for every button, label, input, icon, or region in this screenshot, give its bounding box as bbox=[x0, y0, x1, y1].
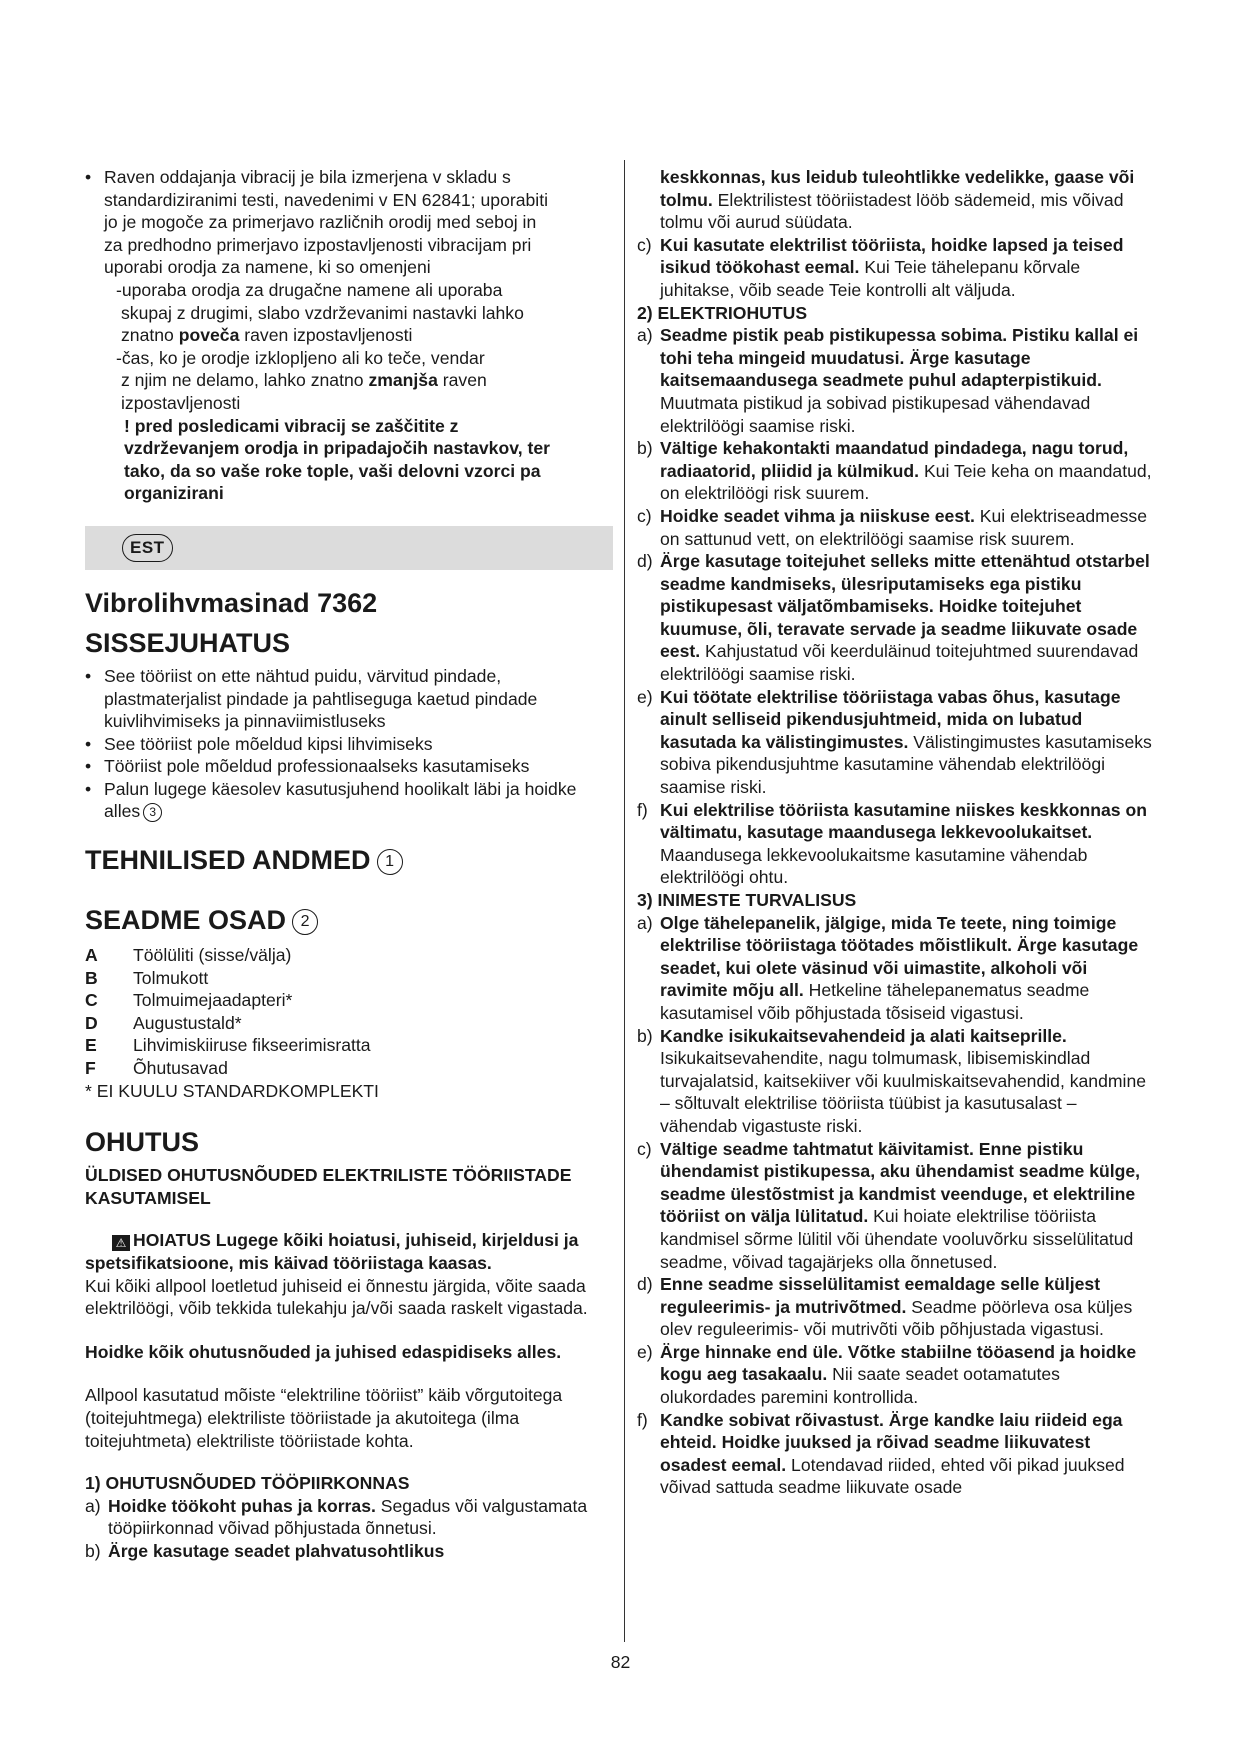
personal-item bbox=[637, 912, 1157, 1025]
electric-item bbox=[637, 437, 1157, 505]
item-bold: Olge tähelepanelik, jälgige, mida Te teete, ning toimige elektrilise tööriistaga töötades mõistlikult. Ärge kasutage seadet, kui olete väsinud või uimastite, alkoholi või ravimite mõju all. bbox=[660, 912, 1139, 1001]
heading-text: TEHNILISED ANDMED bbox=[85, 845, 371, 876]
personal-item bbox=[637, 1138, 1157, 1274]
vibration-sub-2-line2 bbox=[85, 369, 613, 392]
electric-item bbox=[637, 799, 1157, 889]
text-line: za predhodno primerjavo izpostavljenosti vibracijam pri bbox=[104, 234, 532, 255]
item-text: Isikukaitsevahendite, nagu tolmumask, libisemiskindlad turvajalatsid, kaitsekiiver või kuulmiskaitsevahendid, kandmine – sõltuvalt elektrilise tööriista tüübist ja kasutusalast – vähendab vigastuste riski. bbox=[660, 1048, 1147, 1136]
text-line: uporabi orodja za namene, ki so omenjeni bbox=[104, 257, 431, 278]
part-row bbox=[85, 967, 613, 990]
personal-item bbox=[637, 1409, 1157, 1499]
intro-bullet bbox=[85, 665, 613, 733]
part-letter: D bbox=[85, 1012, 98, 1033]
item-text: Kui elektriseadmesse on sattunud vett, on elektrilöögi saamise risk suurem. bbox=[660, 505, 1147, 549]
item-text: Nii saate seadet ootamatutes olukordades paremini kontrollida. bbox=[660, 1364, 1060, 1408]
text-fragment: z njim ne delamo, lahko znatno bbox=[121, 370, 369, 391]
item-label: d) bbox=[637, 551, 653, 572]
item-bold: Kandke isikukaitsevahendeid ja alati kaitseprille. bbox=[660, 1025, 1067, 1046]
part-row bbox=[85, 989, 613, 1012]
item-text: Kui Teie tähelepanu kõrvale juhitakse, võib seade Teie kontrolli alt väljuda. bbox=[660, 257, 1081, 300]
vibration-bullet bbox=[85, 166, 613, 279]
part-text: Õhutusavad bbox=[133, 1058, 228, 1079]
text-fragment: raven bbox=[437, 370, 487, 391]
item-label: a) bbox=[85, 1495, 101, 1516]
emphasis: zmanjša bbox=[368, 370, 438, 391]
item-text: Kui hoiate elektrilise tööriista kandmisel sõrme lülitil või ühendate vooluvõrku sisselülitatud seadme, võivad tagajärjeks olla õnnetused. bbox=[660, 1206, 1134, 1272]
parts-note: * EI KUULU STANDARDKOMPLEKTI bbox=[85, 1080, 379, 1101]
electric-safety-title: 2) ELEKTRIOHUTUS bbox=[637, 302, 808, 323]
vibration-sub-1-line3 bbox=[85, 324, 613, 347]
item-bold: Vältige seadme tahtmatut käivitamist. Enne pistiku ühendamist pistikupessa, aku ühendamist seadme külge, seadme ülestõstmist ja kandmist veenduge, et elektriline tööriist on välja lülitatud. bbox=[660, 1138, 1141, 1227]
item-bold: Ärge kasutage toitejuhet selleks mitte ettenähtud otstarbel seadme kandmiseks, ülesriputamiseks ega pistiku pistikupesast väljatõmbamiseks. Hoidke toitejuhet kuumuse, õli, teravate servade ja seadme liikuvate osade eest. bbox=[660, 551, 1150, 662]
column-divider bbox=[624, 160, 625, 1642]
part-row bbox=[85, 1012, 613, 1035]
heading-text: SEADME OSAD bbox=[85, 905, 287, 936]
electric-item bbox=[637, 324, 1157, 437]
model-title: Vibrolihvmasinad 7362 bbox=[85, 587, 378, 618]
item-bold: Seadme pistik peab pistikupessa sobima. Pistiku kallal ei tohi teha mingeid muudatusi. Ärge kasutage kaitsemaandusega seadmete puhul adapterpistikuid. bbox=[660, 325, 1139, 391]
vibration-warning bbox=[85, 415, 613, 505]
warning-text: Kui kõiki allpool loetletud juhiseid ei õnnestu järgida, võite saada elektrilöögi, võib tekkida tulekahju ja/või saada raskelt vigastada. bbox=[85, 1275, 588, 1319]
text-line: • Raven oddajanja vibracij je bila izmerjena v skladu s bbox=[104, 167, 511, 187]
item-text: Kahjustatud või keerduläinud toitejuhtmed suurendavad elektrilöögi saamise riski. bbox=[660, 641, 1139, 685]
page-number: 82 bbox=[610, 1652, 631, 1672]
part-row bbox=[85, 944, 613, 967]
item-bold: Ärge kasutage seadet plahvatusohtlikus bbox=[108, 1540, 445, 1561]
text-line: ! pred posledicami vibracij se zaščitite z bbox=[124, 415, 459, 436]
text-fragment: znatno bbox=[121, 325, 179, 346]
electric-item bbox=[637, 686, 1157, 799]
part-text: Lihvimiskiiruse fikseerimisratta bbox=[133, 1035, 371, 1056]
language-badge: EST bbox=[122, 534, 173, 562]
item-label: c) bbox=[637, 505, 652, 526]
figure-ref-1: 1 bbox=[377, 849, 403, 875]
item-label: f) bbox=[637, 1409, 648, 1430]
part-text: Töölüliti (sisse/välja) bbox=[133, 945, 292, 966]
personal-safety-title: 3) INIMESTE TURVALISUS bbox=[637, 890, 857, 910]
item-bold: Hoidke seadet vihma ja niiskuse eest. bbox=[660, 505, 975, 526]
language-bar bbox=[85, 526, 613, 570]
item-label: a) bbox=[637, 912, 653, 933]
emphasis: poveča bbox=[178, 325, 240, 346]
item-bold: Hoidke töökoht puhas ja korras. bbox=[108, 1495, 376, 1516]
text-fragment: raven izpostavljenosti bbox=[239, 325, 413, 346]
text-line: standardiziranimi testi, navedenimi v EN 62841; uporabiti bbox=[104, 189, 548, 210]
warning-block bbox=[85, 1229, 613, 1319]
item-text: Kui Teie keha on maandatud, on elektrilöögi risk suurem. bbox=[660, 460, 1152, 504]
bullet-text: Palun lugege käesolev kasutusjuhend hoolikalt läbi ja hoidke alles bbox=[104, 778, 577, 822]
item-bold: Ärge hinnake end üle. Võtke stabiilne tööasend ja hoidke kogu aeg tasakaalu. bbox=[660, 1341, 1137, 1385]
left-column bbox=[85, 166, 613, 1563]
personal-item bbox=[637, 1273, 1157, 1341]
warning-paragraph bbox=[85, 1229, 613, 1274]
text-line: tako, da so vaše roke tople, vaši delovni vzorci pa bbox=[124, 460, 541, 481]
bullet-text: Tööriist pole mõeldud professionaalseks kasutamiseks bbox=[104, 756, 530, 777]
workplace-item-b-continued bbox=[637, 166, 1157, 234]
part-letter: B bbox=[85, 967, 98, 988]
part-letter: A bbox=[85, 945, 98, 966]
workplace-item-c bbox=[637, 234, 1157, 302]
warning-bold: HOIATUS Lugege kõiki hoiatusi, juhiseid, kirjeldusi ja spetsifikatsioone, mis käivad tööriistaga kaasas. bbox=[85, 1230, 579, 1273]
personal-item bbox=[637, 1025, 1157, 1138]
intro-bullet bbox=[85, 755, 613, 778]
intro-title: SISSEJUHATUS bbox=[85, 627, 291, 658]
intro-bullet bbox=[85, 778, 613, 823]
item-label: e) bbox=[637, 1341, 653, 1362]
item-label: b) bbox=[637, 1025, 653, 1046]
text-line: vzdrževanjem orodja in pripadajočih nastavkov, ter bbox=[124, 438, 550, 459]
item-bold: Kandke sobivat rõivastust. Ärge kandke laiu riideid ega ehteid. Hoidke juuksed ja rõivad seadme liikuvatest osadest eemal. bbox=[660, 1409, 1123, 1475]
item-text: Hetkeline tähelepanematus seadme kasutamisel võib põhjustada tõsiseid vigastusi. bbox=[660, 980, 1090, 1023]
item-bold: Kui elektrilise tööriista kasutamine niiskes keskkonnas on vältimatu, kasutage maandusega lekkevoolukaitset. bbox=[660, 799, 1147, 843]
item-label: c) bbox=[637, 1138, 652, 1159]
item-bold: keskkonnas, kus leidub tuleohtlikke vedelikke, gaase või tolmu. bbox=[660, 167, 1135, 210]
vibration-sub-1-line2: skupaj z drugimi, slabo vzdrževanimi nastavki lahko bbox=[121, 302, 524, 323]
item-text: Muutmata pistikud ja sobivad pistikupesad vähendavad elektrilöögi saamise riski. bbox=[660, 392, 1091, 436]
text-line: organizirani bbox=[124, 483, 224, 504]
vibration-sub-1: -uporaba orodja za drugačne namene ali uporaba bbox=[116, 279, 503, 300]
part-letter: F bbox=[85, 1058, 96, 1079]
item-bold: Enne seadme sisselülitamist eemaldage selle küljest reguleerimis- ja mutrivõtmed. bbox=[660, 1274, 1101, 1317]
figure-ref-2: 2 bbox=[292, 909, 318, 935]
item-label: f) bbox=[637, 799, 648, 820]
item-label: e) bbox=[637, 686, 653, 707]
part-row bbox=[85, 1034, 613, 1057]
part-text: Tolmuimejaadapteri* bbox=[133, 990, 293, 1011]
part-text: Augustustald* bbox=[133, 1012, 242, 1033]
keep-instructions: Hoidke kõik ohutusnõuded ja juhised edaspidiseks alles. bbox=[85, 1341, 562, 1362]
part-letter: C bbox=[85, 990, 98, 1011]
figure-ref-3: 3 bbox=[143, 803, 162, 822]
item-label: c) bbox=[637, 234, 652, 255]
safety-title: OHUTUS bbox=[85, 1127, 199, 1158]
personal-item bbox=[637, 1341, 1157, 1409]
item-text: Elektrilistest tööriistadest lööb sädemeid, mis võivad tolmu või aurud süüdata. bbox=[660, 189, 1124, 233]
general-safety-title: ÜLDISED OHUTUSNÕUDED ELEKTRILISTE TÖÖRIISTADE KASUTAMISEL bbox=[85, 1165, 572, 1208]
workplace-item-a bbox=[85, 1495, 613, 1540]
item-bold: Kui töötate elektrilise tööriistaga vabas õhus, kasutage ainult selliseid pikendusjuhtmeid, mida on lubatud kasutada ka välistingimustes. bbox=[660, 686, 1121, 752]
part-row bbox=[85, 1057, 613, 1080]
intro-bullet bbox=[85, 733, 613, 756]
item-text: Segadus või valgustamata tööpiirkonnad võivad põhjustada õnnetusi. bbox=[108, 1495, 588, 1539]
item-text: Välistingimustes kasutamiseks sobiva pikendusjuhtme kasutamine vähendab elektrilöögi saamise riski. bbox=[660, 731, 1152, 798]
parts-list bbox=[85, 944, 613, 1102]
part-letter: E bbox=[85, 1035, 97, 1056]
right-column bbox=[637, 166, 1157, 1499]
item-bold: Vältige kehakontakti maandatud pindadega, nagu torud, radiaatorid, pliidid ja külmikud. bbox=[660, 438, 1129, 481]
item-label: b) bbox=[637, 438, 653, 459]
bullet-text: See tööriist pole mõeldud kipsi lihvimiseks bbox=[104, 733, 433, 754]
item-text: Lotendavad riided, ehted või pikad juuksed võivad sattuda seadme liikuvate osade bbox=[660, 1454, 1125, 1498]
item-label: d) bbox=[637, 1274, 653, 1295]
item-label: a) bbox=[637, 325, 653, 346]
bullet-text: See tööriist on ette nähtud puidu, värvitud pindade, plastmaterjalist pindade ja pahtliseguga kaetud pindade kuivlihvimiseks ja pinnaviimistluseks bbox=[104, 665, 538, 732]
item-bold: Kui kasutate elektrilist tööriista, hoidke lapsed ja teised isikud töökohast eemal. bbox=[660, 234, 1124, 278]
warning-icon: ⚠ bbox=[112, 1235, 130, 1251]
item-label: b) bbox=[85, 1540, 101, 1561]
workplace-item-b bbox=[85, 1540, 613, 1563]
electric-item bbox=[637, 550, 1157, 686]
electric-item bbox=[637, 505, 1157, 550]
text-line: jo je mogoče za primerjavo različnih orodij med seboj in bbox=[104, 212, 537, 233]
part-text: Tolmukott bbox=[133, 967, 209, 988]
item-text: Seadme pöörleva osa küljes olev reguleerimis- või mutrivõti võib põhjustada vigastusi. bbox=[660, 1296, 1133, 1340]
item-text: Maandusega lekkevoolukaitsme kasutamine vähendab elektrilöögi ohtu. bbox=[660, 844, 1088, 888]
term-definition: Allpool kasutatud mõiste “elektriline tööriist” käib võrgutoitega (toitejuhtmega) elektriliste tööriistade ja akutoitega (ilma toitejuhtmeta) elektriliste tööriistade kohta. bbox=[85, 1385, 563, 1451]
parts-title bbox=[85, 904, 613, 936]
vibration-sub-2-line3: izpostavljenosti bbox=[121, 392, 241, 413]
workplace-safety-title: 1) OHUTUSNÕUDED TÖÖPIIRKONNAS bbox=[85, 1473, 410, 1494]
tech-data-title bbox=[85, 844, 613, 876]
vibration-sub-2: -čas, ko je orodje izklopljeno ali ko teče, vendar bbox=[116, 347, 485, 368]
